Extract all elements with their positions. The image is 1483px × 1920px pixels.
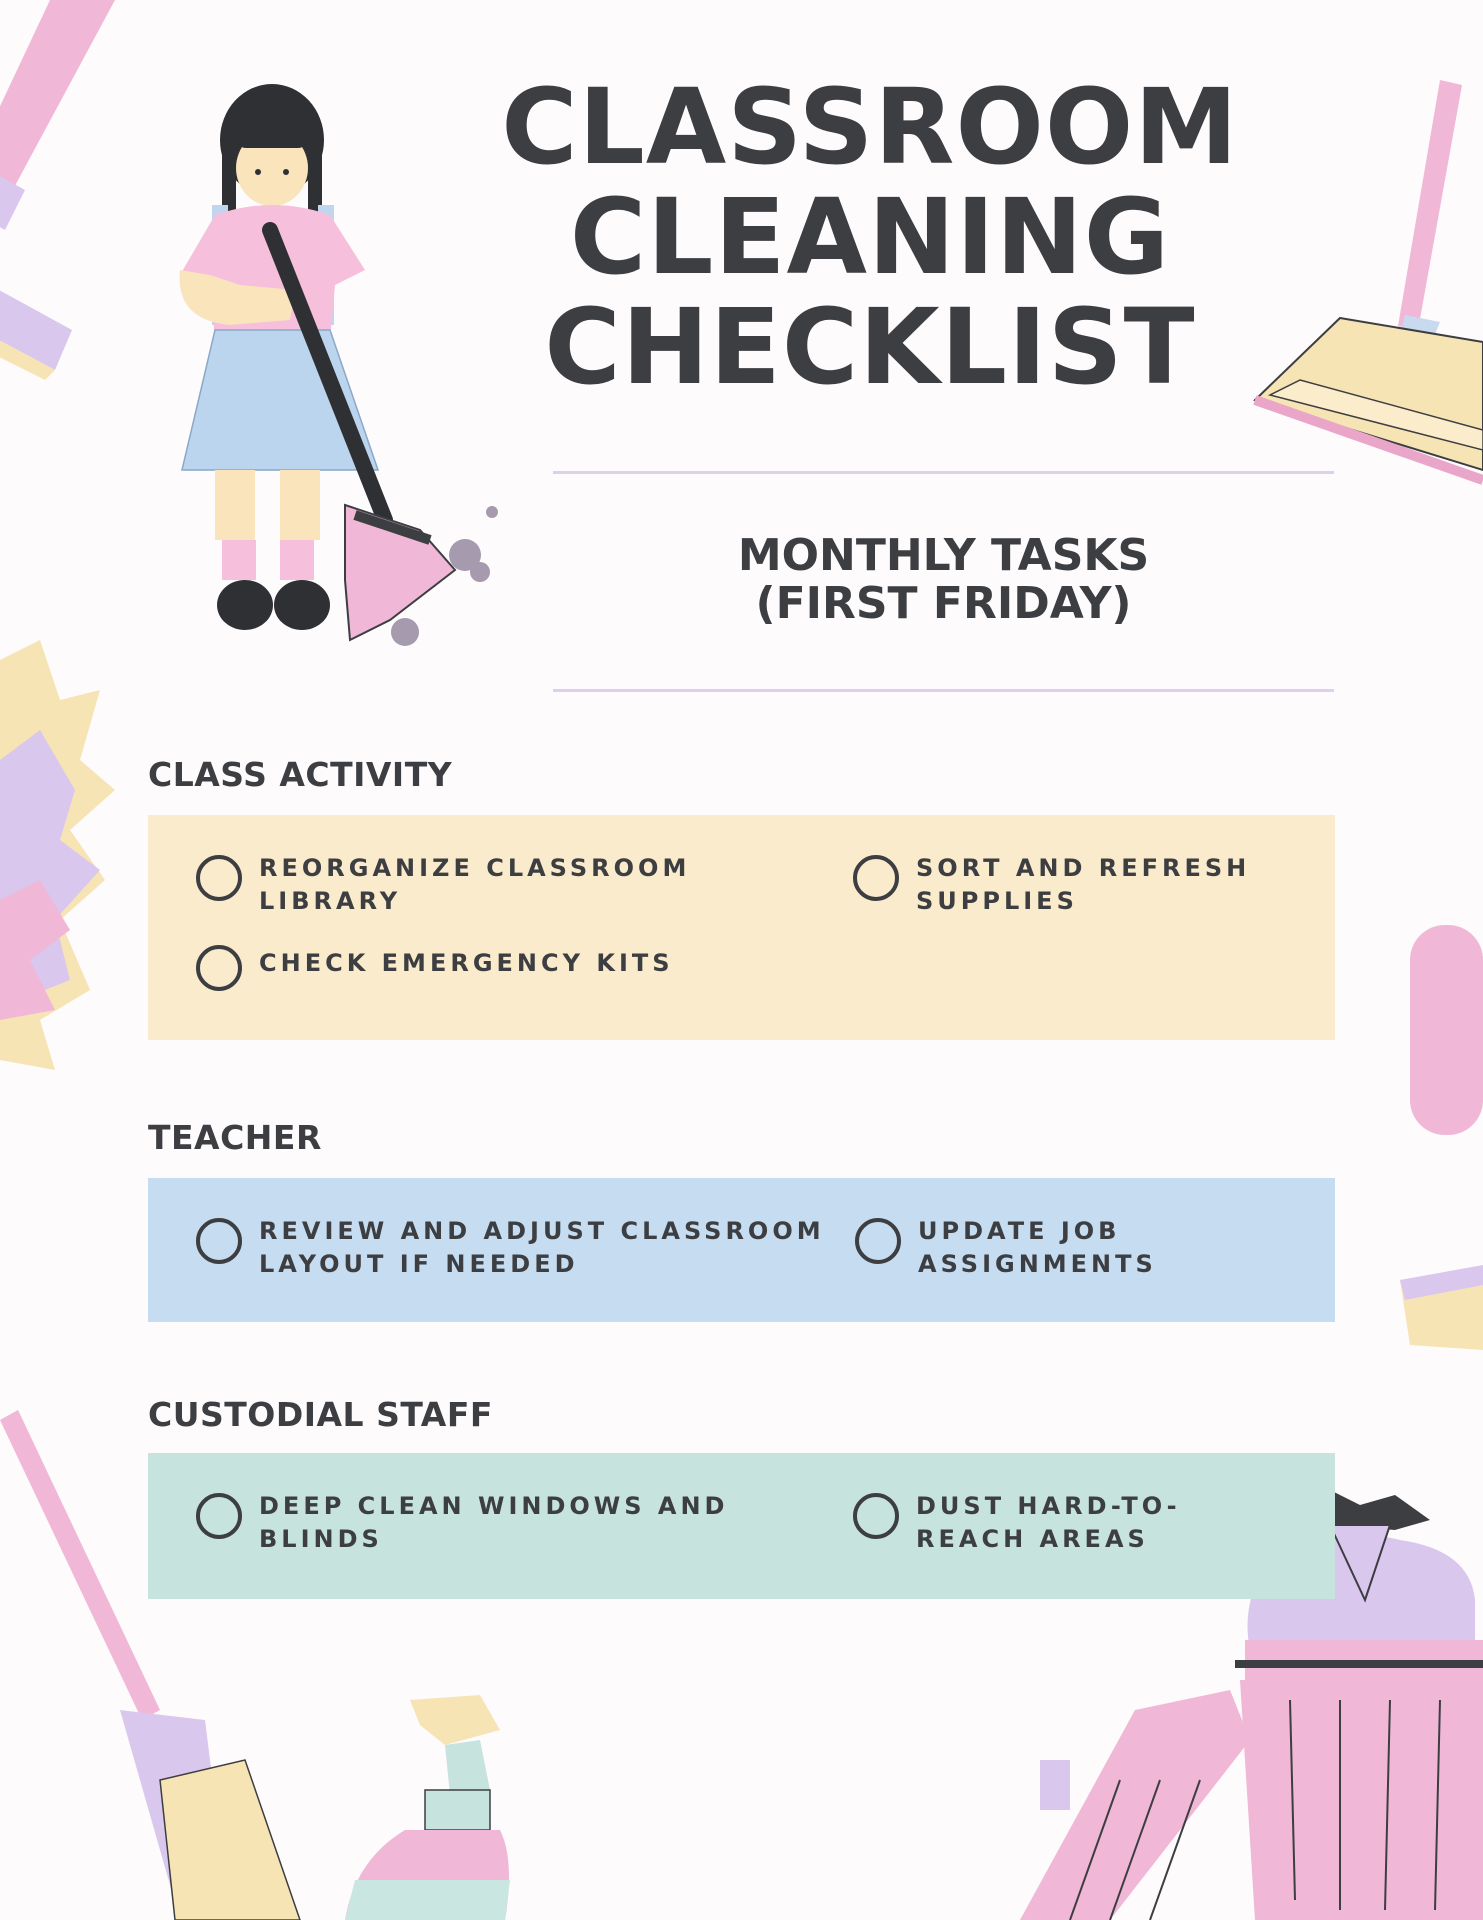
spray-bottle-icon: [345, 1695, 510, 1920]
checklist-item-label: UPDATE JOB ASSIGNMENTS: [918, 1217, 1157, 1278]
checklist-item: [855, 1215, 1238, 1281]
checklist-item: [196, 852, 699, 918]
checkbox-circle[interactable]: [196, 1218, 242, 1264]
checklist-item-label: REVIEW AND ADJUST CLASSROOM LAYOUT IF NEEDED: [259, 1217, 825, 1278]
checklist-item-label: SORT AND REFRESH SUPPLIES: [916, 854, 1251, 915]
checklist-item: [853, 852, 1316, 918]
checklist-item: [196, 942, 779, 991]
checklist-item: [196, 1215, 849, 1281]
checkbox-circle[interactable]: [196, 855, 242, 901]
section-heading-custodial-staff: CUSTODIAL STAFF: [148, 1395, 493, 1434]
divider-bottom: [553, 689, 1334, 692]
title-line-1: CLASSROOM: [501, 66, 1239, 188]
checkbox-circle[interactable]: [196, 945, 242, 991]
checklist-item-label: CHECK EMERGENCY KITS: [259, 949, 674, 977]
checklist-item: [853, 1490, 1206, 1556]
section-heading-class-activity: CLASS ACTIVITY: [148, 755, 453, 794]
section-heading-teacher: TEACHER: [148, 1118, 322, 1157]
subtitle-line-2: (FIRST FRIDAY): [755, 578, 1132, 629]
subtitle: [553, 532, 1334, 628]
broom-icon: [0, 0, 115, 230]
checklist-item: [196, 1490, 769, 1556]
checkbox-circle[interactable]: [853, 855, 899, 901]
checkbox-circle[interactable]: [855, 1218, 901, 1264]
checkbox-circle[interactable]: [196, 1493, 242, 1539]
section-panel-custodial-staff: [148, 1453, 1335, 1599]
divider-top: [553, 471, 1334, 474]
scrub-brush-icon: [0, 285, 72, 380]
feather-duster-icon: [0, 640, 115, 1070]
checklist-item-label: DUST HARD-TO-REACH AREAS: [916, 1492, 1181, 1553]
subtitle-line-1: MONTHLY TASKS: [737, 530, 1150, 581]
title-line-3: CHECKLIST: [544, 286, 1196, 408]
section-panel-teacher: [148, 1178, 1335, 1322]
checklist-item-label: DEEP CLEAN WINDOWS AND BLINDS: [259, 1492, 729, 1553]
title-line-2: CLEANING: [569, 176, 1171, 298]
bucket-icon: [1020, 1690, 1250, 1920]
checkbox-circle[interactable]: [853, 1493, 899, 1539]
page-title: [420, 66, 1320, 408]
section-panel-class-activity: [148, 815, 1335, 1040]
mop-handle-icon: [1400, 925, 1483, 1350]
checklist-item-label: REORGANIZE CLASSROOM LIBRARY: [259, 854, 691, 915]
